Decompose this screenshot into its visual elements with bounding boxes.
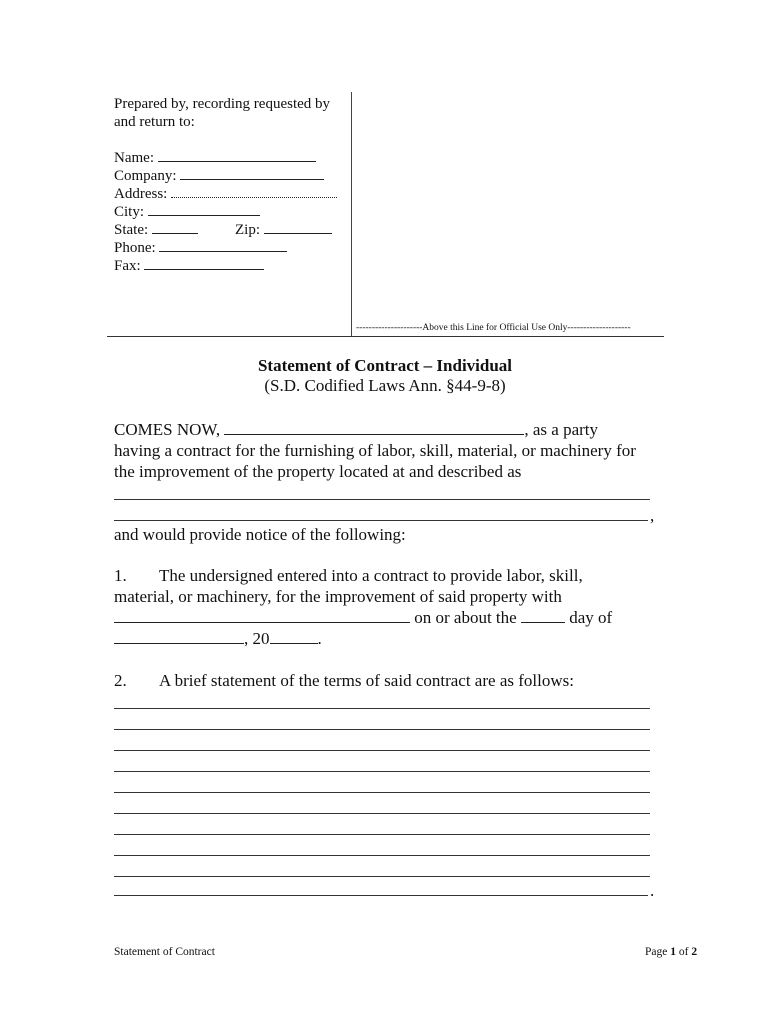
terms-line-1[interactable]: [114, 708, 650, 709]
terms-line-6[interactable]: [114, 813, 650, 814]
comes-now-text: COMES NOW,: [114, 420, 221, 439]
state-field: [114, 220, 198, 239]
prepared-by-label: Prepared by, recording requested by: [114, 96, 331, 112]
party-name-blank[interactable]: [224, 420, 524, 435]
address-blank[interactable]: [171, 184, 337, 198]
fax-blank[interactable]: [144, 256, 264, 270]
item1-line3: [114, 607, 612, 628]
item2-number: 2.: [114, 671, 127, 690]
year-prefix-text: , 20: [244, 629, 270, 648]
contractor-name-blank[interactable]: [114, 608, 410, 623]
name-blank[interactable]: [158, 148, 316, 162]
company-blank[interactable]: [180, 166, 324, 180]
terms-line-3[interactable]: [114, 750, 650, 751]
terms-line-7[interactable]: [114, 834, 650, 835]
fax-field: [114, 256, 264, 275]
notice-line: and would provide notice of the following:: [114, 525, 406, 544]
comes-now-line: [114, 419, 598, 440]
return-to-label: and return to:: [114, 114, 195, 130]
page-word: Page: [645, 946, 668, 958]
header-divider-horizontal: [107, 336, 664, 337]
item1-text-line1: The undersigned entered into a contract to provide labor, skill,: [159, 566, 583, 585]
day-of-text: day of: [569, 608, 613, 627]
terms-period: .: [650, 881, 655, 900]
phone-field: [114, 238, 287, 257]
of-word: of: [678, 946, 689, 958]
page-current: 1: [670, 946, 676, 958]
address-label: Address:: [114, 186, 168, 202]
terms-line-2[interactable]: [114, 729, 650, 730]
zip-label: Zip:: [235, 222, 260, 238]
name-field: [114, 148, 316, 167]
body-line-3: the improvement of the property located at and described as: [114, 462, 522, 481]
phone-blank[interactable]: [159, 238, 287, 252]
zip-field: [235, 220, 332, 239]
item1-period: .: [317, 629, 322, 648]
month-blank[interactable]: [114, 629, 244, 644]
header-divider-vertical: [351, 92, 352, 336]
fax-label: Fax:: [114, 258, 141, 274]
item1-number: 1.: [114, 566, 127, 585]
document-title: Statement of Contract – Individual: [257, 356, 513, 375]
state-blank[interactable]: [152, 220, 198, 234]
official-use-notice: ---------------------Above this Line for Official Use Only--------------------: [356, 323, 631, 333]
property-description-line-2[interactable]: [114, 520, 648, 521]
document-subtitle: (S.D. Codified Laws Ann. §44-9-8): [264, 376, 506, 395]
as-party-text: , as a party: [524, 420, 598, 439]
terms-line-5[interactable]: [114, 792, 650, 793]
item1-text-line2: material, or machinery, for the improvement of said property with: [114, 587, 562, 606]
year-blank[interactable]: [270, 629, 318, 644]
footer-document-name: Statement of Contract: [114, 946, 215, 958]
terms-line-9[interactable]: [114, 876, 650, 877]
page-total: 2: [691, 946, 698, 958]
property-description-line-1[interactable]: [114, 499, 650, 500]
zip-blank[interactable]: [264, 220, 332, 234]
day-blank[interactable]: [521, 608, 565, 623]
city-field: [114, 202, 260, 221]
property-comma: ,: [650, 506, 655, 525]
name-label: Name:: [114, 150, 154, 166]
body-line-2: having a contract for the furnishing of labor, skill, material, or machinery for: [114, 441, 636, 460]
company-label: Company:: [114, 168, 177, 184]
city-blank[interactable]: [148, 202, 260, 216]
item1-line4: [114, 628, 322, 649]
footer-page-number: [645, 946, 697, 958]
city-label: City:: [114, 204, 145, 220]
item2-text: A brief statement of the terms of said contract are as follows:: [159, 671, 574, 690]
state-label: State:: [114, 222, 149, 238]
company-field: [114, 166, 324, 185]
address-field: [114, 184, 337, 203]
phone-label: Phone:: [114, 240, 156, 256]
terms-line-8[interactable]: [114, 855, 650, 856]
terms-line-10[interactable]: [114, 895, 648, 896]
terms-line-4[interactable]: [114, 771, 650, 772]
on-about-text: on or about the: [414, 608, 517, 627]
